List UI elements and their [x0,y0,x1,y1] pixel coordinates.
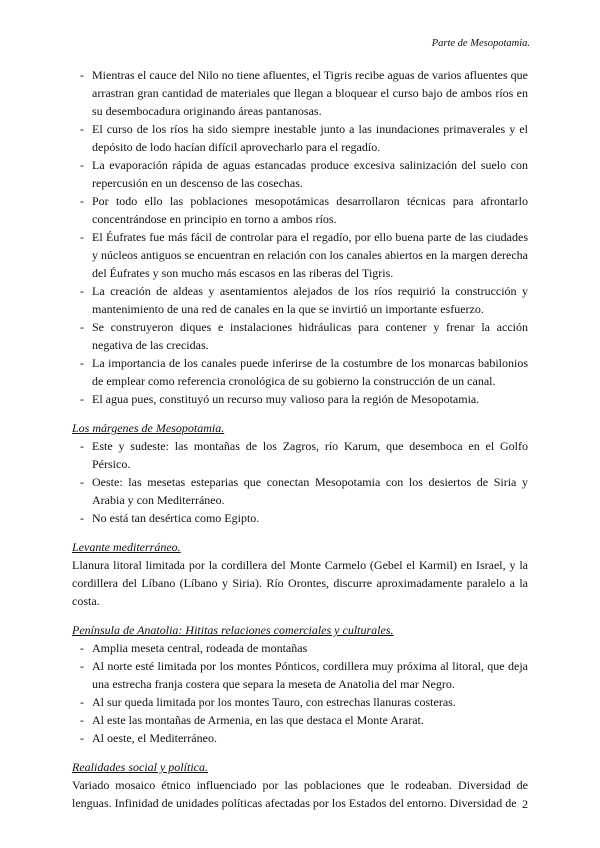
list-item: - El Éufrates fue más fácil de controlar para el regadío, por ello buena parte de las ciudades y núcleos antiguos se encuentran en relación con los canales abiertos en la margen derecha del Éufrates y son mucho más escasos en las riberas del Tigris. [72,228,528,282]
list-item: - Este y sudeste: las montañas de los Zagros, río Karum, que desemboca en el Golfo Pérsico. [72,437,528,473]
list-item: - La evaporación rápida de aguas estancadas produce excesiva salinización del suelo con repercusión en un descenso de las cosechas. [72,156,528,192]
list-item: - Se construyeron diques e instalaciones hidráulicas para contener y frenar la acción negativa de las crecidas. [72,318,528,354]
section-heading-anatolia: Península de Anatolia: Hititas relaciones comerciales y culturales. [72,623,394,637]
list-item: - La creación de aldeas y asentamientos alejados de los ríos requirió la construcción y mantenimiento de una red de canales en la que se invirtió un importante esfuerzo. [72,282,528,318]
list-item: - Mientras el cauce del Nilo no tiene afluentes, el Tigris recibe aguas de varios afluentes que arrastran gran cantidad de materiales que llegan a bloquear el curso bajo de ambos ríos en su desembocadura originando áreas pantanosas. [72,66,528,120]
list-item: - No está tan desértica como Egipto. [72,509,528,527]
list-item: - Al este las montañas de Armenia, en las que destaca el Monte Ararat. [72,711,528,729]
running-header: Parte de Mesopotamia. [431,38,530,49]
list-item: - Al norte esté limitada por los montes Pónticos, cordillera muy próxima al litoral, que deja una estrecha franja costera que separa la meseta de Anatolia del mar Negro. [72,657,528,693]
list-item: - Al sur queda limitada por los montes Tauro, con estrechas llanuras costeras. [72,693,528,711]
section-heading-levante: Levante mediterráneo. [72,540,181,554]
list-item: - El curso de los ríos ha sido siempre inestable junto a las inundaciones primaverales y el depósito de lodo hacían difícil aprovecharlo para el regadío. [72,120,528,156]
page-number: 2 [522,797,528,811]
section-heading-realidades: Realidades social y política. [72,760,208,774]
list-item: - El agua pues, constituyó un recurso muy valioso para la región de Mesopotamia. [72,390,528,408]
list-item: - Al oeste, el Mediterráneo. [72,729,528,747]
realidades-paragraph: Variado mosaico étnico influenciado por las poblaciones que le rodeaban. Diversidad de lenguas. Infinidad de unidades políticas afectadas por los Estados del entorno. Diversidad de [72,778,528,810]
list-item: - La importancia de los canales puede inferirse de la costumbre de los monarcas babilonios de emplear como referencia cronológica de su gobierno la construcción de un canal. [72,354,528,390]
section-heading-margenes: Los márgenes de Mesopotamia. [72,421,225,435]
levante-paragraph: Llanura litoral limitada por la cordillera del Monte Carmelo (Gebel el Karmil) en Israel, y la cordillera del Líbano (Líbano y Siria). Río Orontes, discurre aproximadamente paralelo a la costa. [72,558,528,608]
intro-bullet-list [72,66,528,408]
page-body [72,66,528,812]
list-item: - Oeste: las mesetas esteparias que conectan Mesopotamia con los desiertos de Siria y Arabia y con Mediterráneo. [72,473,528,509]
list-item: - Por todo ello las poblaciones mesopotámicas desarrollaron técnicas para afrontarlo concentrándose en principio en torno a ambos ríos. [72,192,528,228]
margenes-bullet-list [72,437,528,527]
anatolia-bullet-list [72,639,528,747]
list-item: - Amplia meseta central, rodeada de montañas [72,639,528,657]
